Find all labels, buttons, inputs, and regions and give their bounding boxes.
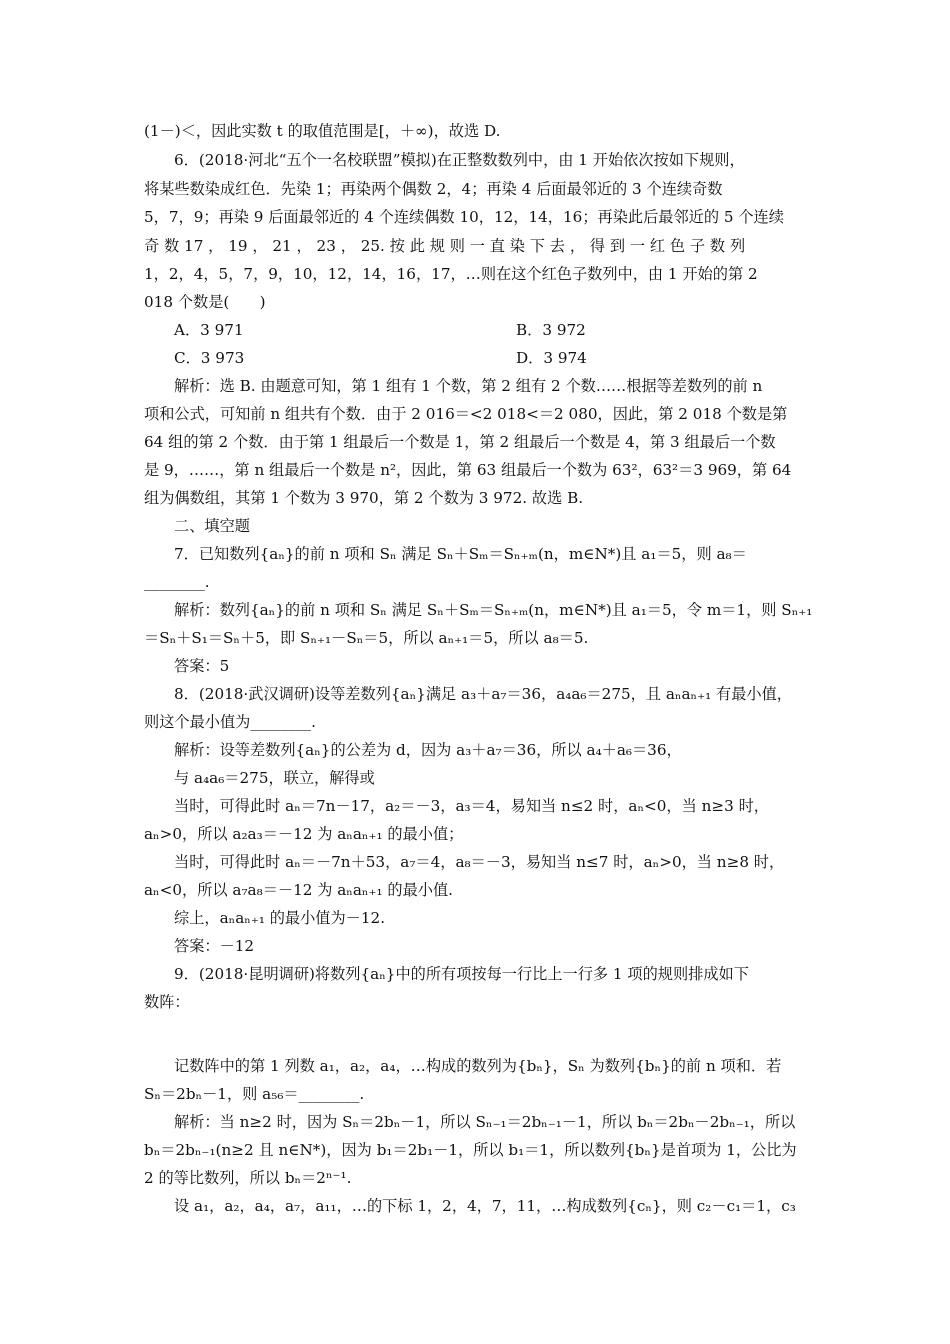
text-line: 数阵： bbox=[144, 993, 190, 1011]
text-line: 设 a₁，a₂，a₄，a₇，a₁₁，…的下标 1，2，4，7，11，…构成数列{cₙ}，则 c₂－c₁＝1，c₃ bbox=[174, 1197, 796, 1215]
text-line: 当时，可得此时 aₙ＝－7n＋53，a₇＝4，a₈＝－3，易知当 n≤7 时，aₙ>0，当 n≥8 时， bbox=[174, 853, 785, 871]
text-line: 1，2，4，5，7，9，10，12，14，16，17，…则在这个红色子数列中，由 1 开始的第 2 bbox=[144, 265, 758, 283]
text-line: 5，7，9；再染 9 后面最邻近的 4 个连续偶数 10，12，14，16；再染此后最邻近的 5 个连续 bbox=[144, 208, 784, 226]
answer-line: 答案：5 bbox=[174, 657, 230, 675]
section-heading: 二、填空题 bbox=[174, 517, 250, 535]
text-line: ________. bbox=[144, 573, 210, 591]
text-line: 018 个数是( ) bbox=[144, 293, 266, 311]
text-line: 将某些数染成红色．先染 1；再染两个偶数 2，4；再染 4 后面最邻近的 3 个连续奇数 bbox=[144, 180, 723, 198]
text-line: 则这个最小值为________. bbox=[144, 713, 316, 731]
question-6-line: 6．(2018·河北“五个一名校联盟”模拟)在正整数数列中，由 1 开始依次按如下规则， bbox=[174, 151, 745, 169]
option-d: D．3 974 bbox=[516, 349, 587, 367]
question-7-line: 7．已知数列{aₙ}的前 n 项和 Sₙ 满足 Sₙ＋Sₘ＝Sₙ₊ₘ(n，m∈N*)且 a₁＝5，则 a₈＝ bbox=[174, 545, 747, 563]
text-line: 与 a₄a₆＝275，联立，解得或 bbox=[174, 769, 375, 787]
text-line: 项和公式，可知前 n 组共有个数．由于 2 016＝<2 018<＝2 080，因此，第 2 018 个数是第 bbox=[144, 405, 788, 423]
text-line: 2 的等比数列，所以 bₙ＝2ⁿ⁻¹. bbox=[144, 1169, 352, 1187]
answer-line: 答案：－12 bbox=[174, 937, 255, 955]
text-line: 记数阵中的第 1 列数 a₁，a₂，a₄，…构成的数列为{bₙ}，Sₙ 为数列{bₙ}的前 n 项和．若 bbox=[174, 1057, 782, 1075]
text-line: 组为偶数组，其第 1 个数为 3 970，第 2 个数为 3 972. 故选 B. bbox=[144, 489, 584, 507]
text-line: aₙ<0，所以 a₇a₈＝－12 为 aₙaₙ₊₁ 的最小值. bbox=[144, 881, 453, 899]
analysis-line: 解析：设等差数列{aₙ}的公差为 d，因为 a₃＋a₇＝36，所以 a₄＋a₆＝36， bbox=[174, 741, 682, 759]
text-line: 综上，aₙaₙ₊₁ 的最小值为－12. bbox=[174, 909, 386, 927]
analysis-line: 解析：选 B. 由题意可知，第 1 组有 1 个数，第 2 组有 2 个数……根据等差数列的前 n bbox=[174, 377, 763, 395]
option-a: A．3 971 bbox=[174, 321, 244, 339]
text-line: 奇 数 17 ， 19 ， 21 ， 23 ， 25. 按 此 规 则 一 直 染 下 去 ， 得 到 一 红 色 子 数 列 bbox=[144, 237, 746, 255]
text-line: 64 组的第 2 个数．由于第 1 组最后一个数是 1，第 2 组最后一个数是 4，第 3 组最后一个数 bbox=[144, 433, 776, 451]
text-line: 当时，可得此时 aₙ＝7n－17，a₂＝－3，a₃＝4，易知当 n≤2 时，aₙ<0，当 n≥3 时， bbox=[174, 797, 769, 815]
option-b: B．3 972 bbox=[516, 321, 586, 339]
text-line: bₙ＝2bₙ₋₁(n≥2 且 n∈N*)，因为 b₁＝2b₁－1，所以 b₁＝1，所以数列{bₙ}是首项为 1，公比为 bbox=[144, 1141, 797, 1159]
option-c: C．3 973 bbox=[174, 349, 245, 367]
text-line: ＝Sₙ＋S₁＝Sₙ＋5，即 Sₙ₊₁－Sₙ＝5，所以 aₙ₊₁＝5，所以 a₈＝5. bbox=[144, 629, 589, 647]
question-8-line: 8．(2018·武汉调研)设等差数列{aₙ}满足 a₃＋a₇＝36，a₄a₆＝275，且 aₙaₙ₊₁ 有最小值， bbox=[174, 685, 792, 703]
text-line: Sₙ＝2bₙ－1，则 a₅₆＝________. bbox=[144, 1085, 365, 1103]
analysis-line: 解析：当 n≥2 时，因为 Sₙ＝2bₙ－1，所以 Sₙ₋₁＝2bₙ₋₁－1，所以 bₙ＝2bₙ－2bₙ₋₁，所以 bbox=[174, 1113, 796, 1131]
text-line: 是 9，……，第 n 组最后一个数是 n²，因此，第 63 组最后一个数为 63²，63²＝3 969，第 64 bbox=[144, 461, 792, 479]
text-line: aₙ>0，所以 a₂a₃＝－12 为 aₙaₙ₊₁ 的最小值； bbox=[144, 825, 464, 843]
text-line: (1－)＜，因此实数 t 的取值范围是[，＋∞)，故选 D. bbox=[144, 122, 501, 140]
question-9-line: 9．(2018·昆明调研)将数列{aₙ}中的所有项按每一行比上一行多 1 项的规则排成如下 bbox=[174, 965, 749, 983]
analysis-line: 解析：数列{aₙ}的前 n 项和 Sₙ 满足 Sₙ＋Sₘ＝Sₙ₊ₘ(n，m∈N*)且 a₁＝5，令 m＝1，则 Sₙ₊₁ bbox=[174, 601, 813, 619]
